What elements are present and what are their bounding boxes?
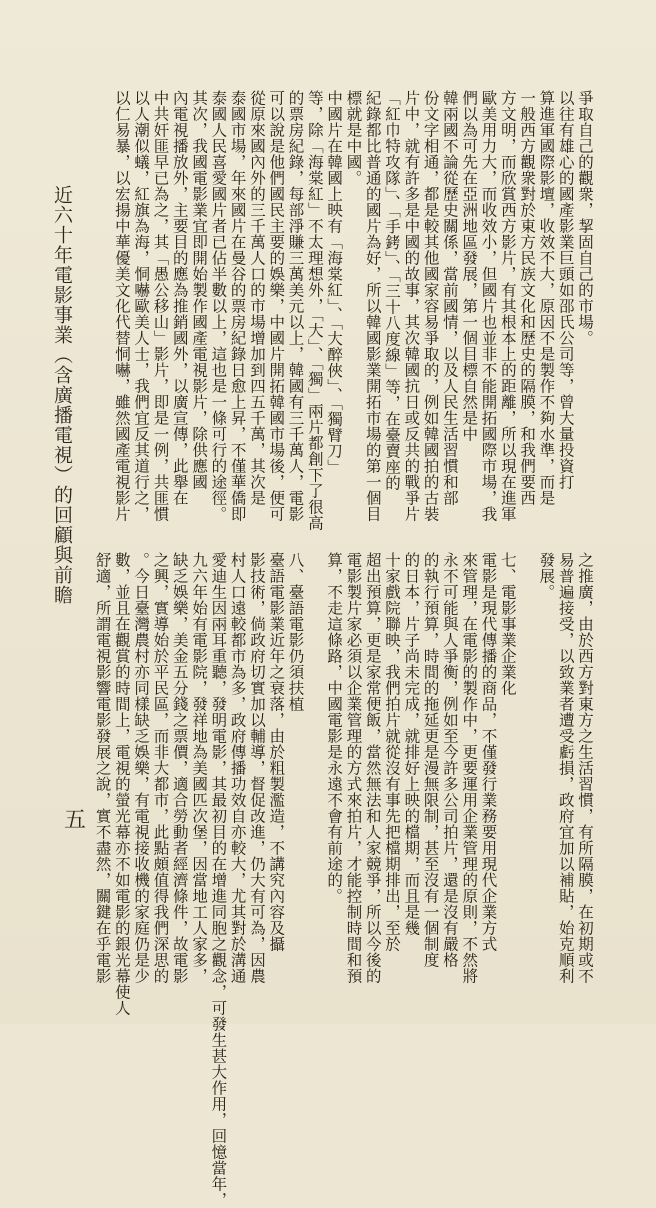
bottom-text-block: 之推廣，由於西方對東方之生活習慣，有所隔膜，在初期或不 易普遍接受，以致業者遭受虧損，政府宜加以補貼，始克順利 發展。 七、電影事業企業化 電影是現代傳播的商品，不僅發行業務要用現代企業方式 來管理，在電影的製作中，更要運用企業管理的原則，不然將 永不可能與人爭衡，例如至今許多公司拍片，還是沒有嚴格 的執行預算，時間的拖延更是漫無限制，甚至沒有一個制度 的日本，片子尚未完成，就排好上映的檔期，而且是幾 十家戲院聯映，我們拍片就從沒有事先把檔期排出，至於 超出預算，更是家常便飯，當然無法和人家競爭，所以今後的 電影製片家必須以企業管理的方式來拍片，才能控制時間和預 算，不走這條路，中國電影是永遠不會有前途的。 八、臺語電影仍須扶植 臺語電影業近年之衰落，由於粗製濫造，不講究內容及攝 影技術，倘政府切實加以輔導，督促改進，仍大有可為，因農 村人口遠較都市為多，政府傳播功效自亦較大，尤其對於溝通 愛迪生因兩耳重聽，發明電影，其最初目的在增進同胞之觀念，可發生甚大作用，回憶當年， 九六年始有電影院，發祥地為美國匹次堡，因當地工人家多， 缺乏娛樂，美金五分錢之票價，適合勞動者經濟條件，故電影 之興，實導始於平民區，而非大都市，此點頗值得我們深思的 。今日臺灣農村亦同樣缺乏娛樂，有電視接收機的家庭仍是少 數，並且在觀賞的時間上，電視的螢光幕亦不如電影的銀光幕使人 舒適，所謂電視影響電影發展之說，實不盡然，關鍵在乎電影 [93, 552, 594, 1208]
page-number: 五 [64, 808, 87, 833]
running-header: 近六十年電影事業（含廣播電視）的回顧與前瞻 [51, 185, 73, 605]
top-text-block: 爭取自己的觀衆，挈固自己的市場。 以往有雄心的國產影業巨頭如邵氏公司等，曾大量投資打 算進軍國際影壇，收效不大，原因不是製作不夠水準，而是 一般西方觀衆對於東方民族文化和歷史的隔膜，和我們要西 方文明，而欣賞西方影片，有其根本上的距離，所以現在進軍 歐美用力大，而收效小，但國片也並非不能開拓國際市場，我 們以為可先在亞洲地區發展，第一個目標自然是中 韓兩國不論從歷史關係，當前國情，以及人民生活習慣和部 份文字相通，都是較其他國家容易爭取的，例如韓國拍的古裝 片中，就有許多是中國的故事，其次韓國抗日或反共的戰爭片 「紅巾特攻隊」、「手銬」、「三十八度線」等，在臺賣座的 紀錄都比普通的國片為好，所以韓國影業開拓市場的第一個目 標就是中國。 中國片在韓國上映有「海棠紅」、「大醉俠」、「獨臂刀」 等，除「海棠紅」不太理想外，「大」、「獨」兩片都創下了很高 的票房紀錄，每部淨賺三萬美元以上，韓國有三千萬人，電影 可以說是他們國民主要的娛樂，中國片開拓韓國市場後，便可 從原來國內外的三千萬人口的市場增加到四五千萬，其次是 泰國市場，年來國片在曼谷的票房紀錄日愈上昇，不僅華僑即 泰國人民喜愛國片者已佔半數以上，這也是一條可行的途徑。 其次，我國電影業宜即開始製作國產電視影片，除供應國 內電視播放外，主要目的應為推銷國外，以廣宣傳，此舉在 中共奸匪早已為之，其「愚公移山」影片，即是一例，共匪慣 以人潮似蟻，紅旗為海，恫嚇歐美人士，我們宜反其道行之， 以仁易暴，以宏揚中華優美文化代替恫嚇，雖然國產電視影片 [112, 90, 594, 531]
